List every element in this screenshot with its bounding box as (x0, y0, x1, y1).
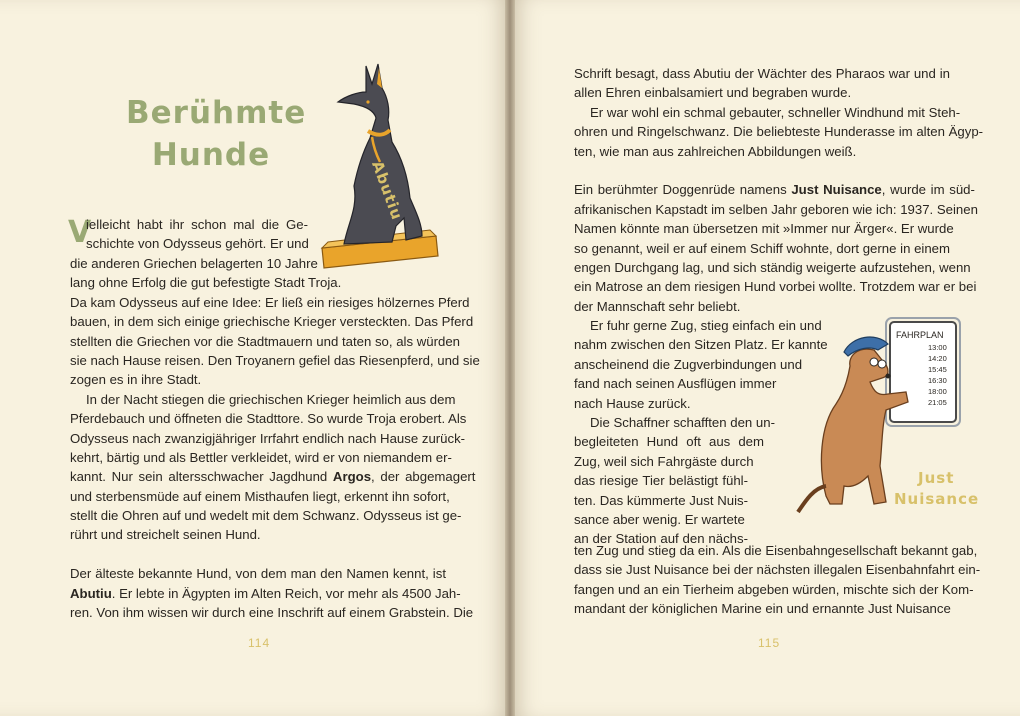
body-text-right-bottom (574, 541, 981, 619)
text-line: sie nach Hause reisen. Den Troyanern gefiel das Riesenpferd, und sie (70, 352, 480, 368)
text-line: fand nach seinen Ausflügen immer (574, 376, 777, 392)
text-line: Er war wohl ein schmal gebauter, schneller Windhund mit Steh- (590, 104, 961, 120)
text-line: an der Station auf den nächs- (574, 531, 748, 547)
body-text-right-wrap (574, 316, 828, 549)
text-line (70, 467, 476, 486)
text-line: ren. Von ihm wissen wir durch eine Inschrift auf einem Grabstein. Die (70, 605, 474, 621)
text-line: der Mannschaft sehr beliebt. (574, 298, 741, 314)
body-text-left (70, 254, 480, 622)
text-line (574, 180, 975, 199)
text-line: Da kam Odysseus auf eine Idee: Er ließ ein riesiges hölzernes Pferd (70, 294, 470, 310)
sign-row: 21:05 (928, 398, 947, 407)
text-line: engen Durchgang lag, und sich ständig weigerte aufzustehen, wenn (574, 259, 971, 275)
sign-row: 15:45 (928, 365, 947, 374)
sign-row: 18:00 (928, 387, 947, 396)
chapter-title-line1: Berühmte (126, 95, 307, 131)
text-span: , wurde im süd- (881, 182, 975, 198)
text-line: Schrift besagt, dass Abutiu der Wächter des Pharaos war und in (574, 66, 950, 81)
sign-row: 14:20 (928, 354, 947, 363)
text-line: Der älteste bekannte Hund, von dem man den Namen kennt, ist (70, 566, 446, 582)
sign-row: 16:30 (928, 376, 947, 385)
text-line: Die Schaffner schafften den un- (590, 414, 775, 430)
just-nuisance-label-line1: Just (918, 469, 955, 487)
text-line: das riesige Tier belästigt fühl- (574, 473, 748, 489)
text-line: begleiteten Hund oft aus dem (574, 434, 764, 450)
page-number-right: 115 (758, 636, 781, 650)
text-line: ten, wie man aus zahlreichen Abbildungen weiß. (574, 143, 857, 159)
text-line: nahm zwischen den Sitzen Platz. Er kannte (574, 337, 828, 353)
sign-title: FAHRPLAN (896, 330, 944, 340)
text-line: sance aber wenig. Er wartete (574, 511, 745, 527)
text-span: kannt. Nur sein altersschwacher Jagdhund (70, 469, 328, 485)
chapter-title (126, 92, 307, 176)
body-text-right-top (574, 64, 984, 316)
text-line: Pferdebauch und öffneten die Stadttore. So wurde Troja erobert. Als (70, 411, 467, 427)
text-line: kehrt, bärtig und als Bettler verkleidet, wird er von niemandem er- (70, 449, 452, 465)
paragraph-gap (70, 545, 446, 564)
text-line: ielleicht habt ihr schon mal die Ge- (86, 217, 308, 232)
text-line: Namen könnte man übersetzen mit »Immer nur Ärger«. Er wurde (574, 221, 954, 237)
page-number-left: 114 (248, 636, 271, 650)
text-line: anscheinend die Zugverbindungen und (574, 356, 803, 372)
text-line: ten Zug und stieg da ein. Als die Eisenbahngesellschaft bekannt gab, (574, 543, 978, 558)
text-line: afrikanischen Kapstadt im selben Jahr geboren wie ich: 1937. Seinen (574, 201, 978, 217)
text-line: bauen, in dem sich einige griechische Krieger versteckten. Das Pferd (70, 314, 474, 330)
text-line: und sterbensmüde auf einem Misthaufen liegt, erkennt ihn sofort, (70, 488, 450, 504)
text-line: stellten die Griechen vor die Stadtmauern und taten so, als würden (70, 333, 460, 349)
just-nuisance-label-line2: Nuisance (894, 490, 980, 508)
text-line: rührt und streichelt seinen Hund. (70, 527, 261, 543)
text-line: nach Hause zurück. (574, 395, 691, 411)
text-line: so genannt, weil er auf einem Schiff wohnte, dort gerne in einem (574, 240, 950, 256)
dog-name-abutiu: Abutiu (70, 585, 112, 601)
text-line: ten. Das kümmerte Just Nuis- (574, 492, 748, 508)
text-line: Er fuhr gerne Zug, stieg einfach ein und (590, 318, 822, 333)
text-line: allen Ehren einbalsamiert und begraben wurde. (574, 85, 852, 101)
text-line: zogen es in ihre Stadt. (70, 372, 202, 388)
abutiu-label: Abutiu (368, 158, 407, 223)
text-span: . Er lebte in Ägypten im Alten Reich, vor mehr als 4500 Jah- (111, 585, 461, 601)
dog-name-just-nuisance: Just Nuisance (791, 182, 882, 198)
text-line: stellt die Ohren auf und wedelt mit dem Schwanz. Odysseus ist ge- (70, 508, 462, 524)
drop-cap: V (68, 215, 92, 250)
text-line: ohren und Ringelschwanz. Die beliebteste Hunderasse im alten Ägyp- (574, 124, 984, 140)
text-line: Odysseus nach zwanzigjähriger Irrfahrt endlich nach Hause zurück- (70, 430, 466, 446)
text-span: Ein berühmter Doggenrüde namens (574, 182, 787, 198)
text-line: ein Matrose an dem riesigen Hund vorbei wollte. Trotzdem war er bei (574, 279, 977, 295)
text-line: In der Nacht stiegen die griechischen Krieger heimlich aus dem (86, 391, 456, 407)
book-gutter (505, 0, 515, 716)
sign-row: 13:00 (928, 343, 947, 352)
text-span: , der abgemagert (371, 469, 476, 485)
dog-name-argos: Argos (332, 469, 372, 485)
text-line: lang ohne Erfolg die gut befestigte Stadt Troja. (70, 275, 342, 291)
text-line: schichte von Odysseus gehört. Er und (86, 236, 309, 252)
right-page (510, 0, 1020, 716)
intro-text (86, 215, 308, 254)
text-line: die anderen Griechen belagerten 10 Jahre (70, 256, 318, 271)
text-line: dass sie Just Nuisance bei der nächsten illegalen Eisenbahnfahrt ein- (574, 562, 981, 578)
text-line: mandant der königlichen Marine ein und ernannte Just Nuisance (574, 601, 951, 617)
paragraph-gap (574, 161, 950, 180)
chapter-title-line2: Hunde (151, 137, 271, 173)
text-line: Zug, weil sich Fahrgäste durch (574, 453, 754, 469)
text-line: fangen und an ein Tierheim abgeben würden, mischte sich der Kom- (574, 581, 974, 597)
text-line (70, 584, 461, 603)
